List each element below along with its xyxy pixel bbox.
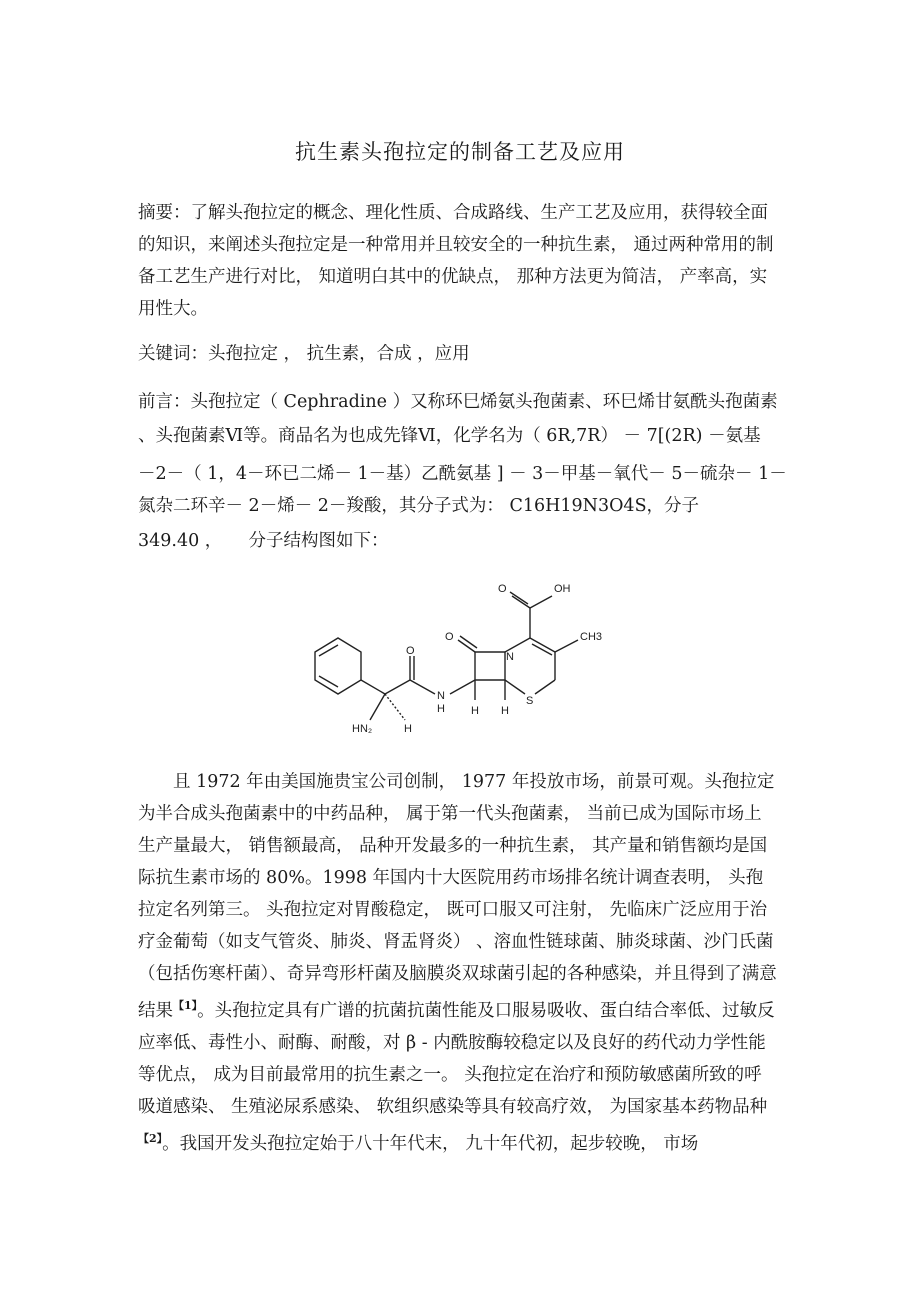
structure-label: H [471, 705, 479, 717]
structure-label: H [404, 723, 412, 735]
foreword-line: 、头孢菌素Ⅵ等。商品名为也成先锋Ⅵ，化学名为（ 6R,7R） － 7[(2R) －氨基 [138, 426, 761, 446]
structure-label: N [437, 690, 445, 702]
structure-label: N [506, 651, 514, 663]
structure-label: S [526, 695, 534, 707]
structure-label: O [498, 583, 507, 595]
page-title: 抗生素头孢拉定的制备工艺及应用 [295, 140, 625, 164]
structure-label: HN₂ [352, 723, 373, 735]
reference-marker: 【1】 [173, 999, 198, 1012]
foreword-line: 前言：头孢拉定（ Cephradine ）又称环巳烯氨头孢菌素、环巳烯甘氨酰头孢菌素 [138, 392, 778, 412]
foreword-line: 349.40 ， 分子结构图如下： [138, 531, 389, 551]
intro-text: 且 1972 年由美国施贵宝公司创制， 1977 年投放市场，前景可观。头孢拉定为半合成头孢菌素中的中药品种， 属于第一代头孢菌素， 当前已成为国际市场上生产量最大， 销售额最高， 品种开发最多的一种抗生素， 其产量和销售额均是国际抗生素市场的 80%。1998 年国内十大医院用药市场排名统计调查表明， 头孢拉定名列第三。 头孢拉定对胃酸稳定， 既可口服又可注射， 先临床广泛应用于治疗金葡萄（如支气管炎、肺炎、肾盂肾炎） 、溶血性链球菌、肺炎球菌、沙门氏菌（包括伤寒杆菌）、奇异弯形杆菌及脑膜炎双球菌引起的各种感染，并且得到了满意结果 [138, 772, 777, 1021]
structure-label: CH3 [580, 631, 603, 643]
cyclohexadiene-ring [315, 638, 361, 694]
structure-label: O [406, 645, 415, 657]
molecular-structure-diagram [300, 560, 620, 750]
ring-bond [361, 680, 385, 694]
intro-text: 。我国开发头孢拉定始于八十年代末， 九十年代初，起步较晚， 市场 [162, 1133, 699, 1154]
structure-label: H [501, 705, 509, 717]
intro-text: 。头孢拉定具有广谱的抗菌抗菌性能及口服易吸收、蛋白结合率低、过敏反应率低、毒性小、耐酶、耐酸，对 β - 内酰胺酶较稳定以及良好的药代动力学性能等优点， 成为目前最常用的抗生素之一。 头孢拉定在治疗和预防敏感菌所致的呼吸道感染、 生殖泌尿系感染、 软组织感染等具有较高疗效， 为国家基本药物品种 [138, 1000, 775, 1117]
beta-lactam-ring [475, 652, 505, 680]
reference-marker: 【2】 [138, 1131, 163, 1145]
keywords-line: 关键词：头孢拉定 ， 抗生素，合成 ，应用 [138, 344, 470, 364]
structure-label: OH [554, 583, 571, 595]
intro-paragraph [138, 766, 778, 1160]
abstract-paragraph: 摘要：了解头孢拉定的概念、理化性质、合成路线、生产工艺及应用，获得较全面的知识，来阐述头孢拉定是一种常用并且较安全的一种抗生素， 通过两种常用的制备工艺生产进行对比， 知道明白其中的优缺点， 那种方法更为简洁， 产率高，实用性大。 [138, 203, 774, 319]
foreword-line: 氮杂二环辛－ 2－烯－ 2－羧酸，其分子式为： C16H19N3O4S，分子 [138, 496, 700, 516]
structure-label: O [445, 631, 454, 643]
foreword-line: －2－（ 1，4－环已二烯－ 1－基）乙酰氨基 ] － 3－甲基－氧代－ 5－硫杂－ 1－ [138, 464, 787, 484]
structure-label: H [437, 703, 445, 715]
